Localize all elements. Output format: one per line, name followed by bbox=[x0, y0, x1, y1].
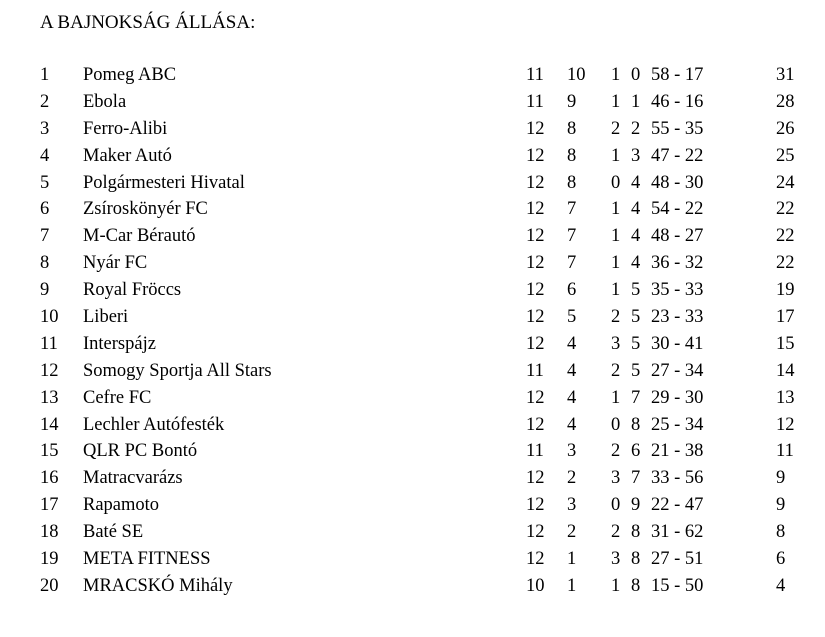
team-name-cell: Ferro-Alibi bbox=[83, 118, 168, 139]
goal-ratio-cell: 58 - 17 bbox=[651, 65, 704, 85]
lost-cell: 7 bbox=[631, 387, 641, 408]
points-cell: 28 bbox=[776, 91, 795, 112]
points-cell: 31 bbox=[776, 65, 795, 85]
team-name-cell: Cefre FC bbox=[83, 387, 152, 408]
points-cell: 17 bbox=[776, 307, 795, 328]
goal-ratio-cell: 30 - 41 bbox=[651, 333, 704, 354]
team-name-cell: MRACSKÓ Mihály bbox=[83, 575, 233, 596]
rank-cell: 5 bbox=[40, 172, 50, 193]
played-cell: 12 bbox=[526, 253, 545, 274]
points-cell: 22 bbox=[776, 199, 795, 220]
team-name-cell: Zsíroskönyér FC bbox=[83, 199, 208, 220]
table-row bbox=[0, 143, 825, 170]
points-cell: 12 bbox=[776, 414, 795, 435]
goal-ratio-cell: 22 - 47 bbox=[651, 495, 704, 516]
goal-ratio-cell: 33 - 56 bbox=[651, 468, 704, 489]
played-cell: 12 bbox=[526, 145, 545, 166]
team-name-cell: Maker Autó bbox=[83, 145, 172, 166]
team-name-cell: Pomeg ABC bbox=[83, 65, 177, 85]
goal-ratio-cell: 48 - 30 bbox=[651, 172, 704, 193]
won-cell: 2 bbox=[567, 468, 577, 489]
team-name-cell: Baté SE bbox=[83, 522, 144, 543]
played-cell: 11 bbox=[526, 441, 544, 462]
points-cell: 4 bbox=[776, 575, 786, 596]
team-name-cell: Royal Fröccs bbox=[83, 280, 182, 301]
table-row bbox=[0, 412, 825, 439]
won-cell: 1 bbox=[567, 549, 577, 570]
goal-ratio-cell: 23 - 33 bbox=[651, 307, 704, 328]
goal-ratio-cell: 55 - 35 bbox=[651, 118, 704, 139]
won-cell: 7 bbox=[567, 253, 577, 274]
points-cell: 25 bbox=[776, 145, 795, 166]
points-cell: 8 bbox=[776, 522, 786, 543]
goal-ratio-cell: 27 - 51 bbox=[651, 549, 704, 570]
played-cell: 12 bbox=[526, 333, 545, 354]
points-cell: 9 bbox=[776, 495, 786, 516]
table-row bbox=[0, 62, 825, 89]
goal-ratio-cell: 35 - 33 bbox=[651, 280, 704, 301]
drawn-cell: 2 bbox=[611, 360, 621, 381]
played-cell: 11 bbox=[526, 65, 544, 85]
team-name-cell: Somogy Sportja All Stars bbox=[83, 360, 272, 381]
goal-ratio-cell: 29 - 30 bbox=[651, 387, 704, 408]
drawn-cell: 1 bbox=[611, 226, 621, 247]
drawn-cell: 1 bbox=[611, 253, 621, 274]
played-cell: 12 bbox=[526, 199, 545, 220]
drawn-cell: 0 bbox=[611, 172, 621, 193]
table-row bbox=[0, 116, 825, 143]
rank-cell: 10 bbox=[40, 307, 59, 328]
table-row bbox=[0, 438, 825, 465]
won-cell: 1 bbox=[567, 575, 577, 596]
rank-cell: 9 bbox=[40, 280, 50, 301]
lost-cell: 0 bbox=[631, 65, 641, 85]
lost-cell: 4 bbox=[631, 199, 641, 220]
team-name-cell: Rapamoto bbox=[83, 495, 160, 516]
drawn-cell: 2 bbox=[611, 522, 621, 543]
rank-cell: 13 bbox=[40, 387, 59, 408]
drawn-cell: 3 bbox=[611, 468, 621, 489]
rank-cell: 6 bbox=[40, 199, 50, 220]
rank-cell: 20 bbox=[40, 575, 59, 596]
team-name-cell: M-Car Bérautó bbox=[83, 226, 196, 247]
drawn-cell: 2 bbox=[611, 441, 621, 462]
goal-ratio-cell: 47 - 22 bbox=[651, 145, 704, 166]
drawn-cell: 1 bbox=[611, 280, 621, 301]
rank-cell: 3 bbox=[40, 118, 50, 139]
table-row bbox=[0, 223, 825, 250]
goal-ratio-cell: 36 - 32 bbox=[651, 253, 704, 274]
points-cell: 13 bbox=[776, 387, 795, 408]
played-cell: 12 bbox=[526, 522, 545, 543]
table-row bbox=[0, 250, 825, 277]
rank-cell: 17 bbox=[40, 495, 59, 516]
drawn-cell: 1 bbox=[611, 65, 621, 85]
goal-ratio-cell: 31 - 62 bbox=[651, 522, 704, 543]
played-cell: 12 bbox=[526, 549, 545, 570]
rank-cell: 15 bbox=[40, 441, 59, 462]
page-title: A BAJNOKSÁG ÁLLÁSA: bbox=[40, 12, 256, 33]
team-name-cell: Interspájz bbox=[83, 333, 156, 354]
team-name-cell: Lechler Autófesték bbox=[83, 414, 225, 435]
drawn-cell: 0 bbox=[611, 495, 621, 516]
points-cell: 14 bbox=[776, 360, 795, 381]
rank-cell: 8 bbox=[40, 253, 50, 274]
points-cell: 26 bbox=[776, 118, 795, 139]
won-cell: 4 bbox=[567, 387, 577, 408]
lost-cell: 7 bbox=[631, 468, 641, 489]
table-row bbox=[0, 196, 825, 223]
rank-cell: 4 bbox=[40, 145, 50, 166]
table-row bbox=[0, 170, 825, 197]
points-cell: 19 bbox=[776, 280, 795, 301]
team-name-cell: META FITNESS bbox=[83, 549, 211, 570]
drawn-cell: 1 bbox=[611, 387, 621, 408]
points-cell: 22 bbox=[776, 226, 795, 247]
table-row bbox=[0, 304, 825, 331]
table-row bbox=[0, 89, 825, 116]
rank-cell: 16 bbox=[40, 468, 59, 489]
goal-ratio-cell: 54 - 22 bbox=[651, 199, 704, 220]
lost-cell: 5 bbox=[631, 333, 641, 354]
won-cell: 3 bbox=[567, 441, 577, 462]
lost-cell: 4 bbox=[631, 226, 641, 247]
won-cell: 3 bbox=[567, 495, 577, 516]
lost-cell: 5 bbox=[631, 307, 641, 328]
points-cell: 6 bbox=[776, 549, 786, 570]
standings-table bbox=[0, 62, 825, 600]
goal-ratio-cell: 25 - 34 bbox=[651, 414, 704, 435]
rank-cell: 14 bbox=[40, 414, 59, 435]
team-name-cell: QLR PC Bontó bbox=[83, 441, 198, 462]
drawn-cell: 2 bbox=[611, 118, 621, 139]
goal-ratio-cell: 46 - 16 bbox=[651, 91, 704, 112]
lost-cell: 5 bbox=[631, 360, 641, 381]
drawn-cell: 2 bbox=[611, 307, 621, 328]
points-cell: 9 bbox=[776, 468, 786, 489]
team-name-cell: Matracvarázs bbox=[83, 468, 183, 489]
lost-cell: 8 bbox=[631, 414, 641, 435]
table-row bbox=[0, 331, 825, 358]
won-cell: 5 bbox=[567, 307, 577, 328]
won-cell: 2 bbox=[567, 522, 577, 543]
table-row bbox=[0, 492, 825, 519]
lost-cell: 3 bbox=[631, 145, 641, 166]
played-cell: 12 bbox=[526, 118, 545, 139]
rank-cell: 1 bbox=[40, 65, 50, 85]
table-row bbox=[0, 573, 825, 600]
played-cell: 12 bbox=[526, 468, 545, 489]
lost-cell: 1 bbox=[631, 91, 641, 112]
won-cell: 8 bbox=[567, 118, 577, 139]
goal-ratio-cell: 21 - 38 bbox=[651, 441, 704, 462]
drawn-cell: 3 bbox=[611, 549, 621, 570]
lost-cell: 5 bbox=[631, 280, 641, 301]
drawn-cell: 3 bbox=[611, 333, 621, 354]
played-cell: 10 bbox=[526, 575, 545, 596]
played-cell: 12 bbox=[526, 414, 545, 435]
played-cell: 12 bbox=[526, 172, 545, 193]
team-name-cell: Polgármesteri Hivatal bbox=[83, 172, 245, 193]
drawn-cell: 0 bbox=[611, 414, 621, 435]
won-cell: 7 bbox=[567, 226, 577, 247]
lost-cell: 6 bbox=[631, 441, 641, 462]
played-cell: 12 bbox=[526, 495, 545, 516]
rank-cell: 18 bbox=[40, 522, 59, 543]
drawn-cell: 1 bbox=[611, 199, 621, 220]
won-cell: 8 bbox=[567, 145, 577, 166]
table-row bbox=[0, 519, 825, 546]
won-cell: 6 bbox=[567, 280, 577, 301]
table-row bbox=[0, 358, 825, 385]
played-cell: 11 bbox=[526, 91, 544, 112]
points-cell: 15 bbox=[776, 333, 795, 354]
played-cell: 12 bbox=[526, 226, 545, 247]
points-cell: 11 bbox=[776, 441, 794, 462]
rank-cell: 2 bbox=[40, 91, 50, 112]
lost-cell: 4 bbox=[631, 253, 641, 274]
team-name-cell: Liberi bbox=[83, 307, 129, 328]
table-row bbox=[0, 546, 825, 573]
goal-ratio-cell: 15 - 50 bbox=[651, 575, 704, 596]
lost-cell: 9 bbox=[631, 495, 641, 516]
table-row bbox=[0, 465, 825, 492]
played-cell: 12 bbox=[526, 387, 545, 408]
lost-cell: 8 bbox=[631, 549, 641, 570]
drawn-cell: 1 bbox=[611, 91, 621, 112]
team-name-cell: Nyár FC bbox=[83, 253, 148, 274]
goal-ratio-cell: 27 - 34 bbox=[651, 360, 704, 381]
table-row bbox=[0, 277, 825, 304]
goal-ratio-cell: 48 - 27 bbox=[651, 226, 704, 247]
rank-cell: 11 bbox=[40, 333, 58, 354]
won-cell: 4 bbox=[567, 333, 577, 354]
played-cell: 11 bbox=[526, 360, 544, 381]
rank-cell: 19 bbox=[40, 549, 59, 570]
rank-cell: 7 bbox=[40, 226, 50, 247]
played-cell: 12 bbox=[526, 307, 545, 328]
won-cell: 8 bbox=[567, 172, 577, 193]
points-cell: 22 bbox=[776, 253, 795, 274]
won-cell: 4 bbox=[567, 414, 577, 435]
lost-cell: 8 bbox=[631, 575, 641, 596]
played-cell: 12 bbox=[526, 280, 545, 301]
table-row bbox=[0, 385, 825, 412]
won-cell: 9 bbox=[567, 91, 577, 112]
won-cell: 10 bbox=[567, 65, 586, 85]
points-cell: 24 bbox=[776, 172, 795, 193]
lost-cell: 2 bbox=[631, 118, 641, 139]
team-name-cell: Ebola bbox=[83, 91, 127, 112]
rank-cell: 12 bbox=[40, 360, 59, 381]
won-cell: 4 bbox=[567, 360, 577, 381]
drawn-cell: 1 bbox=[611, 575, 621, 596]
won-cell: 7 bbox=[567, 199, 577, 220]
lost-cell: 8 bbox=[631, 522, 641, 543]
lost-cell: 4 bbox=[631, 172, 641, 193]
drawn-cell: 1 bbox=[611, 145, 621, 166]
